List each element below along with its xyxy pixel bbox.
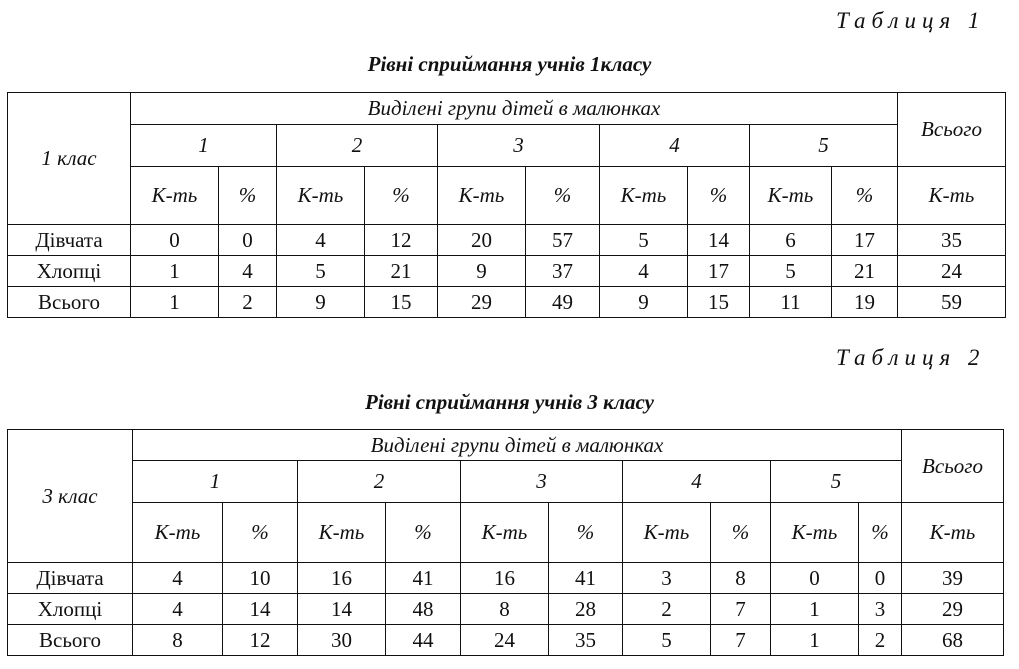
table1-title: Рівні сприймання учнів 1класу <box>367 52 652 76</box>
table1-sub-count: К-ть <box>277 167 365 225</box>
cell: 28 <box>549 594 623 625</box>
cell: 7 <box>711 594 771 625</box>
table2-sub-count: К-ть <box>461 503 549 563</box>
cell: 0 <box>859 563 902 594</box>
cell: 35 <box>898 225 1006 256</box>
table1-group-4: 4 <box>600 125 750 167</box>
table1-corner: 1 клас <box>8 93 131 225</box>
cell: 24 <box>898 256 1006 287</box>
cell: 5 <box>600 225 688 256</box>
cell: 9 <box>600 287 688 318</box>
table2-sub-count: К-ть <box>133 503 223 563</box>
cell: 14 <box>688 225 750 256</box>
table1-sub-count: К-ть <box>131 167 219 225</box>
cell: 49 <box>526 287 600 318</box>
cell: 37 <box>526 256 600 287</box>
cell: 8 <box>133 625 223 656</box>
row-label: Всього <box>8 625 133 656</box>
cell: 5 <box>623 625 711 656</box>
cell: 41 <box>549 563 623 594</box>
cell: 15 <box>365 287 438 318</box>
row-label: Хлопці <box>8 594 133 625</box>
table1-group-5: 5 <box>750 125 898 167</box>
table2-sub-count: К-ть <box>623 503 711 563</box>
table2 <box>7 429 1004 656</box>
table2-sub-pct: % <box>386 503 461 563</box>
cell: 2 <box>219 287 277 318</box>
cell: 3 <box>859 594 902 625</box>
table2-sub-pct: % <box>223 503 298 563</box>
cell: 16 <box>298 563 386 594</box>
table-row <box>8 225 1006 256</box>
cell: 15 <box>688 287 750 318</box>
cell: 6 <box>750 225 832 256</box>
cell: 11 <box>750 287 832 318</box>
cell: 4 <box>219 256 277 287</box>
cell: 8 <box>711 563 771 594</box>
table1-sub-pct: % <box>688 167 750 225</box>
table2-group-3: 3 <box>461 461 623 503</box>
table-row <box>8 287 1006 318</box>
cell: 4 <box>600 256 688 287</box>
table-row <box>8 563 1004 594</box>
cell: 1 <box>771 594 859 625</box>
table2-sub-count: К-ть <box>298 503 386 563</box>
cell: 16 <box>461 563 549 594</box>
cell: 29 <box>902 594 1004 625</box>
table1-sub-pct: % <box>365 167 438 225</box>
cell: 39 <box>902 563 1004 594</box>
table1-sub-pct: % <box>219 167 277 225</box>
table1 <box>7 92 1006 318</box>
cell: 17 <box>688 256 750 287</box>
cell: 4 <box>133 594 223 625</box>
cell: 2 <box>859 625 902 656</box>
table1-group-2: 2 <box>277 125 438 167</box>
table2-sub-pct: % <box>711 503 771 563</box>
table-row <box>8 625 1004 656</box>
table1-groups-header: Виділені групи дітей в малюнках <box>131 93 898 125</box>
cell: 12 <box>365 225 438 256</box>
cell: 20 <box>438 225 526 256</box>
table1-sub-pct: % <box>832 167 898 225</box>
table2-group-2: 2 <box>298 461 461 503</box>
table2-sub-count: К-ть <box>902 503 1004 563</box>
table1-sub-pct: % <box>526 167 600 225</box>
table1-sub-count: К-ть <box>898 167 1006 225</box>
table2-group-4: 4 <box>623 461 771 503</box>
cell: 59 <box>898 287 1006 318</box>
table-row <box>8 594 1004 625</box>
row-label: Хлопці <box>8 256 131 287</box>
table1-group-3: 3 <box>438 125 600 167</box>
table2-label: Таблиця 2 <box>836 345 986 370</box>
cell: 3 <box>623 563 711 594</box>
table2-title: Рівні сприймання учнів 3 класу <box>365 390 654 414</box>
cell: 12 <box>223 625 298 656</box>
cell: 7 <box>711 625 771 656</box>
cell: 5 <box>277 256 365 287</box>
table2-total-header: Всього <box>902 430 1004 503</box>
cell: 19 <box>832 287 898 318</box>
cell: 4 <box>133 563 223 594</box>
cell: 10 <box>223 563 298 594</box>
cell: 8 <box>461 594 549 625</box>
row-label: Дівчата <box>8 563 133 594</box>
table1-sub-count: К-ть <box>438 167 526 225</box>
table1-group-1: 1 <box>131 125 277 167</box>
table2-sub-count: К-ть <box>771 503 859 563</box>
cell: 29 <box>438 287 526 318</box>
cell: 35 <box>549 625 623 656</box>
cell: 57 <box>526 225 600 256</box>
cell: 0 <box>131 225 219 256</box>
cell: 0 <box>219 225 277 256</box>
cell: 44 <box>386 625 461 656</box>
table-row <box>8 256 1006 287</box>
table1-sub-count: К-ть <box>600 167 688 225</box>
cell: 21 <box>832 256 898 287</box>
cell: 21 <box>365 256 438 287</box>
cell: 5 <box>750 256 832 287</box>
cell: 9 <box>277 287 365 318</box>
cell: 1 <box>131 256 219 287</box>
table2-sub-pct: % <box>549 503 623 563</box>
cell: 1 <box>771 625 859 656</box>
table1-label: Таблиця 1 <box>836 8 986 33</box>
cell: 14 <box>223 594 298 625</box>
cell: 9 <box>438 256 526 287</box>
cell: 0 <box>771 563 859 594</box>
cell: 41 <box>386 563 461 594</box>
cell: 1 <box>131 287 219 318</box>
cell: 14 <box>298 594 386 625</box>
table2-corner: 3 клас <box>8 430 133 563</box>
cell: 24 <box>461 625 549 656</box>
cell: 68 <box>902 625 1004 656</box>
cell: 30 <box>298 625 386 656</box>
cell: 48 <box>386 594 461 625</box>
table2-sub-pct: % <box>859 503 902 563</box>
table2-group-1: 1 <box>133 461 298 503</box>
cell: 4 <box>277 225 365 256</box>
table2-group-5: 5 <box>771 461 902 503</box>
table2-groups-header: Виділені групи дітей в малюнках <box>133 430 902 461</box>
cell: 17 <box>832 225 898 256</box>
row-label: Всього <box>8 287 131 318</box>
row-label: Дівчата <box>8 225 131 256</box>
table1-sub-count: К-ть <box>750 167 832 225</box>
table1-total-header: Всього <box>898 93 1006 167</box>
cell: 2 <box>623 594 711 625</box>
